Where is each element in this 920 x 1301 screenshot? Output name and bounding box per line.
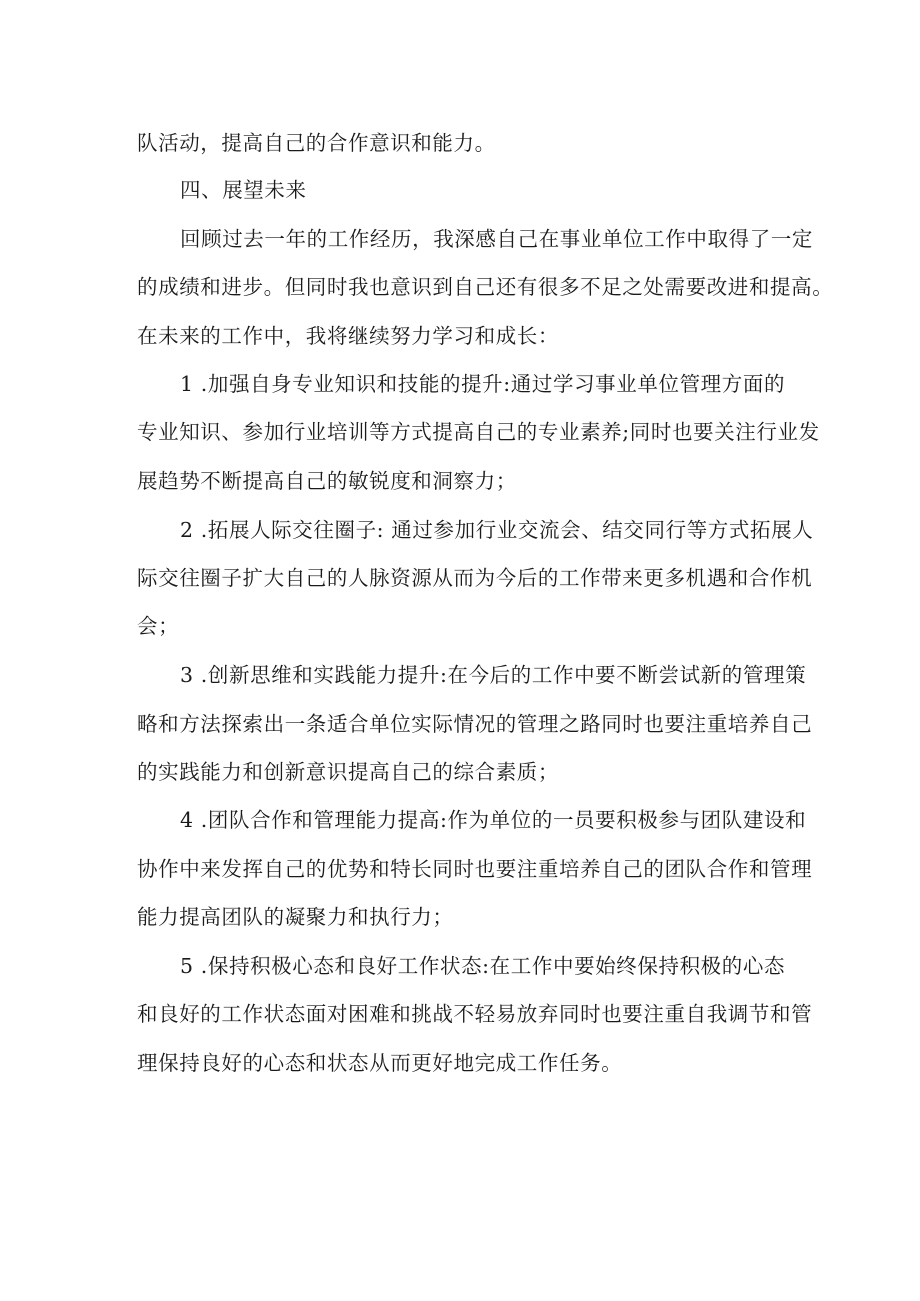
list-item-5-line-1: 5 .保持积极心态和良好工作状态:在工作中要始终保持积极的心态 <box>180 954 786 978</box>
list-item-5-line-3: 理保持良好的心态和状态从而更好地完成工作任务。 <box>137 1051 623 1075</box>
paragraph-continuation-line: 队活动，提高自己的合作意识和能力。 <box>137 131 496 155</box>
list-item-1-line-3: 展趋势不断提高自己的敏锐度和洞察力； <box>137 469 517 493</box>
list-item-1-line-2: 专业知识、参加行业培训等方式提高自己的专业素养;同时也要关注行业发 <box>137 420 820 444</box>
list-item-3-line-1: 3 .创新思维和实践能力提升:在今后的工作中要不断尝试新的管理策 <box>180 663 807 687</box>
list-item-4-line-2: 协作中来发挥自己的优势和特长同时也要注重培养自己的团队合作和管理 <box>137 857 813 881</box>
list-item-4-line-1: 4 .团队合作和管理能力提高:作为单位的一员要积极参与团队建设和 <box>180 808 807 832</box>
paragraph-intro-line-1: 回顾过去一年的工作经历，我深感自己在事业单位工作中取得了一定 <box>180 227 813 251</box>
list-item-5-line-2: 和良好的工作状态面对困难和挑战不轻易放弃同时也要注重自我调节和管 <box>137 1002 813 1026</box>
list-item-2-line-3: 会； <box>137 614 180 638</box>
list-item-4-line-3: 能力提高团队的凝聚力和执行力； <box>137 905 454 929</box>
paragraph-intro-line-2: 的成绩和进步。但同时我也意识到自己还有很多不足之处需要改进和提高。 <box>137 275 834 299</box>
section-heading: 四、展望未来 <box>180 178 307 202</box>
list-item-3-line-3: 的实践能力和创新意识提高自己的综合素质； <box>137 760 559 784</box>
list-item-2-line-2: 际交往圈子扩大自己的人脉资源从而为今后的工作带来更多机遇和合作机 <box>137 566 813 590</box>
list-item-2-line-1: 2 .拓展人际交往圈子: 通过参加行业交流会、结交同行等方式拓展人 <box>180 518 814 542</box>
list-item-1-line-1: 1 .加强自身专业知识和技能的提升:通过学习事业单位管理方面的 <box>180 372 786 396</box>
list-item-3-line-2: 略和方法探索出一条适合单位实际情况的管理之路同时也要注重培养自己 <box>137 712 813 736</box>
paragraph-intro-line-3: 在未来的工作中，我将继续努力学习和成长： <box>137 324 559 348</box>
